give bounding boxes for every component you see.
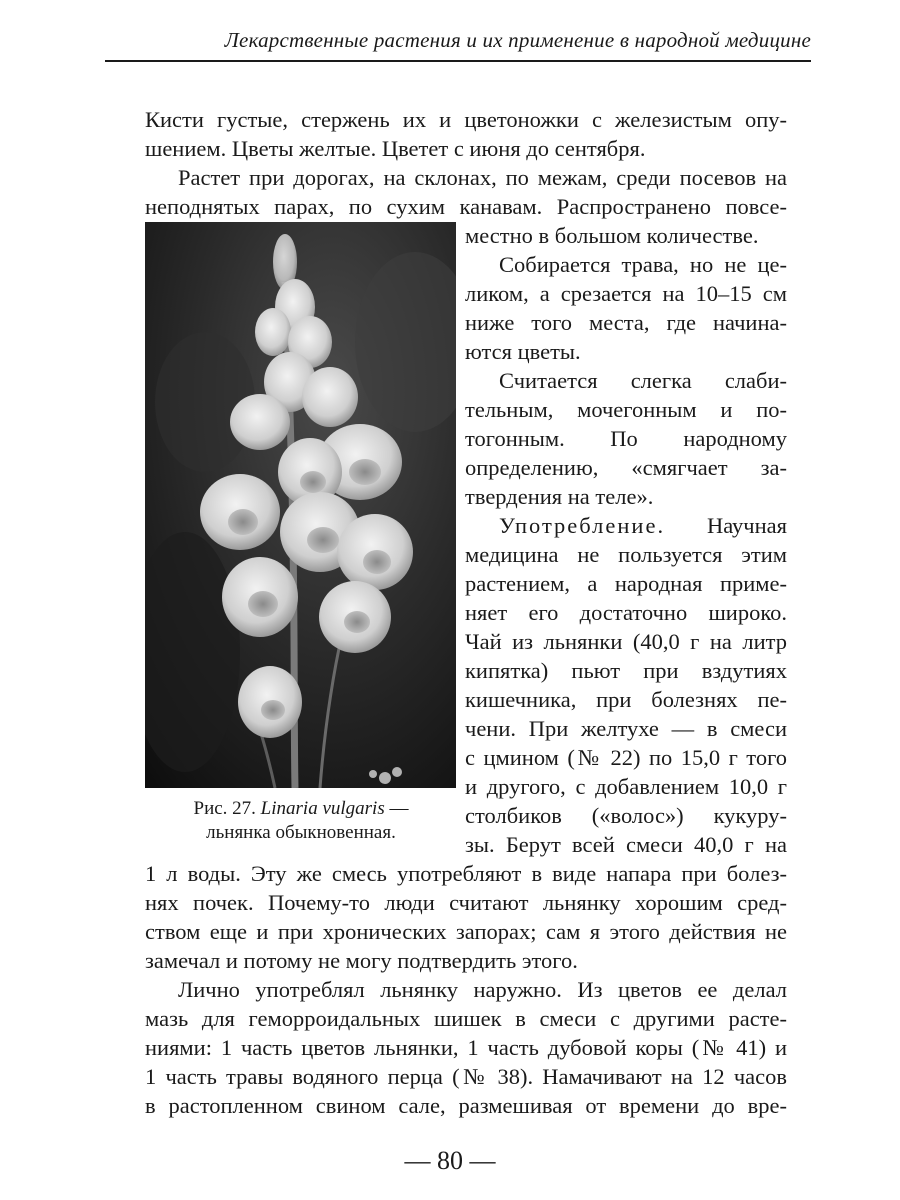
text-line: Кисти густые, стержень их и цветоножки с железистым опу- (145, 107, 787, 132)
text-line: Растет при дорогах, на склонах, по межам, среди посевов на (178, 165, 787, 190)
text-line: ются цветы. (465, 339, 581, 364)
running-head: Лекарственные растения и их применение в народной медицине (224, 28, 811, 52)
text-line: Собирается трава, но не це- (499, 252, 787, 277)
text-line: Лично употреблял льнянку наружно. Из цветов ее делал (178, 977, 787, 1002)
usage-heading: Употребление. (499, 513, 666, 538)
text-line: кишечника, при болезнях пе- (465, 687, 787, 712)
text-line: определению, «смягчает за- (465, 455, 787, 480)
figure-caption (140, 797, 462, 821)
text-line: ликом, а срезается на 10–15 см (465, 281, 787, 306)
text-line: Считается слегка слаби- (499, 368, 787, 393)
text-line: ниже того места, где начина- (465, 310, 787, 335)
usage-rest: Научная (665, 513, 787, 538)
text-line: 1 л воды. Эту же смесь употребляют в виде напара при болез- (145, 861, 787, 886)
caption-prefix: Рис. 27. (193, 798, 256, 819)
text-line: няет его достаточно широко. (465, 600, 787, 625)
figure-caption-line2: льнянка обыкновенная. (206, 822, 396, 843)
text-line: растением, а народная приме- (465, 571, 787, 596)
text-line: замечал и потому не могу подтвердить этого. (145, 948, 578, 973)
page-number: — 80 — (404, 1146, 496, 1175)
text-line: 1 часть травы водяного перца (№ 38). Намачивают на 12 часов (145, 1064, 787, 1089)
text-line: столбиков («волос») кукуру- (465, 803, 787, 828)
text-line: ниями: 1 часть цветов льнянки, 1 часть дубовой коры (№ 41) и (145, 1035, 787, 1060)
text-line: кипятка) пьют при вздутиях (465, 658, 787, 683)
text-line: в растопленном свином сале, размешивая от времени до вре- (145, 1093, 787, 1118)
text-line: с цмином (№ 22) по 15,0 г того (465, 745, 787, 770)
usage-line (499, 511, 787, 541)
flower-photo-image (145, 222, 456, 788)
text-line: местно в большом количестве. (465, 223, 759, 248)
text-line: Чай из льнянки (40,0 г на литр (465, 629, 787, 654)
text-line: мазь для геморроидальных шишек в смеси с другими расте- (145, 1006, 787, 1031)
text-line: твердения на теле». (465, 484, 654, 509)
text-line: чени. При желтухе — в смеси (465, 716, 787, 741)
text-line: нях почек. Почему-то люди считают льнянку хорошим сред- (145, 890, 787, 915)
header-rule (105, 60, 811, 62)
text-line: ством еще и при хронических запорах; сам я этого действия не (145, 919, 787, 944)
text-line: тогонным. По народному (465, 426, 787, 451)
text-line: шением. Цветы желтые. Цветет с июня до сентября. (145, 136, 646, 161)
text-line: медицина не пользуется этим (465, 542, 787, 567)
text-line: зы. Берут всей смеси 40,0 г на (465, 832, 787, 857)
text-line: и другого, с добавлением 10,0 г (465, 774, 787, 799)
text-line: неподнятых парах, по сухим канавам. Распространено повсе- (145, 194, 787, 219)
caption-latin-name: Linaria vulgaris (260, 798, 385, 819)
caption-dash: — (384, 798, 409, 819)
figure-photo-linaria (145, 222, 456, 788)
text-line: тельным, мочегонным и по- (465, 397, 787, 422)
